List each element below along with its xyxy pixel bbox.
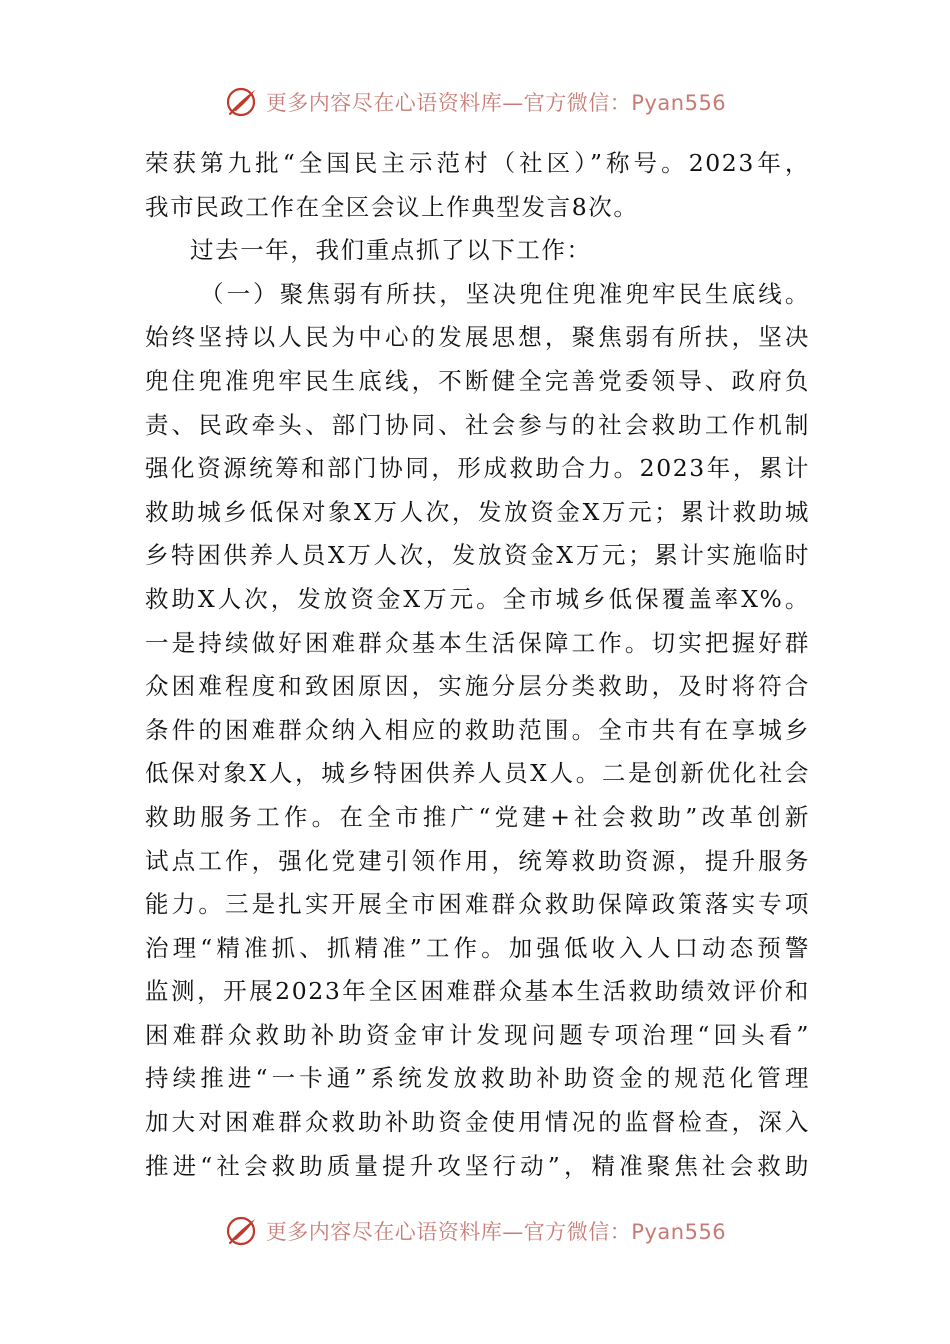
body-line: 救助服务工作。在全市推广“党建+社会救助”改革创新 xyxy=(145,802,810,831)
body-line: 推进“社会救助质量提升攻坚行动”，精准聚焦社会救助 xyxy=(145,1151,810,1180)
body-line: 治理“精准抓、抓精准”工作。加强低收入人口动态预警 xyxy=(145,933,810,962)
body-line: 能力。三是扎实开展全市困难群众救助保障政策落实专项 xyxy=(145,890,810,919)
quill-logo-icon xyxy=(224,1213,260,1249)
body-line: 持续推进“一卡通”系统发放救助补助资金的规范化管理 xyxy=(145,1064,810,1093)
body-line: 一是持续做好困难群众基本生活保障工作。切实把握好群 xyxy=(145,628,810,657)
body-line: 低保对象X人，城乡特困供养人员X人。二是创新优化社会 xyxy=(145,759,810,788)
body-line: 责、民政牵头、部门协同、社会参与的社会救助工作机制 xyxy=(145,410,810,439)
footer-banner xyxy=(0,1211,950,1251)
footer-banner-text: 更多内容尽在心语资料库—官方微信：Pyan556 xyxy=(265,1220,727,1244)
header-banner xyxy=(0,82,950,122)
body-line: 强化资源统筹和部门协同，形成救助合力。2023年，累计 xyxy=(145,454,810,483)
body-line: 众困难程度和致困原因，实施分层分类救助，及时将符合 xyxy=(145,672,810,701)
body-line: 过去一年，我们重点抓了以下工作： xyxy=(190,236,592,265)
document-body xyxy=(145,142,810,1188)
quill-logo-icon xyxy=(224,84,260,120)
body-line: 我市民政工作在全区会议上作典型发言8次。 xyxy=(145,192,639,221)
body-line: 兜住兜准兜牢民生底线，不断健全完善党委领导、政府负 xyxy=(145,366,810,395)
section-heading: （一）聚焦弱有所扶，坚决兜住兜准兜牢民生底线。 xyxy=(200,279,810,308)
body-line: 困难群众救助补助资金审计发现问题专项治理“回头看” xyxy=(145,1020,810,1049)
body-line: 加大对困难群众救助补助资金使用情况的监督检查，深入 xyxy=(145,1108,810,1137)
header-banner-text: 更多内容尽在心语资料库—官方微信：Pyan556 xyxy=(265,91,727,115)
body-line: 乡特困供养人员X万人次，发放资金X万元；累计实施临时 xyxy=(145,541,810,570)
body-line: 试点工作，强化党建引领作用，统筹救助资源，提升服务 xyxy=(145,846,810,875)
body-line: 始终坚持以人民为中心的发展思想，聚焦弱有所扶，坚决 xyxy=(145,323,810,352)
body-line: 监测，开展2023年全区困难群众基本生活救助绩效评价和 xyxy=(145,977,810,1006)
body-line: 条件的困难群众纳入相应的救助范围。全市共有在享城乡 xyxy=(145,715,810,744)
body-line: 救助X人次，发放资金X万元。全市城乡低保覆盖率X%。 xyxy=(145,584,810,613)
body-line: 荣获第九批“全国民主示范村（社区）”称号。2023年， xyxy=(145,149,810,177)
body-line: 救助城乡低保对象X万人次，发放资金X万元；累计救助城 xyxy=(145,497,810,526)
